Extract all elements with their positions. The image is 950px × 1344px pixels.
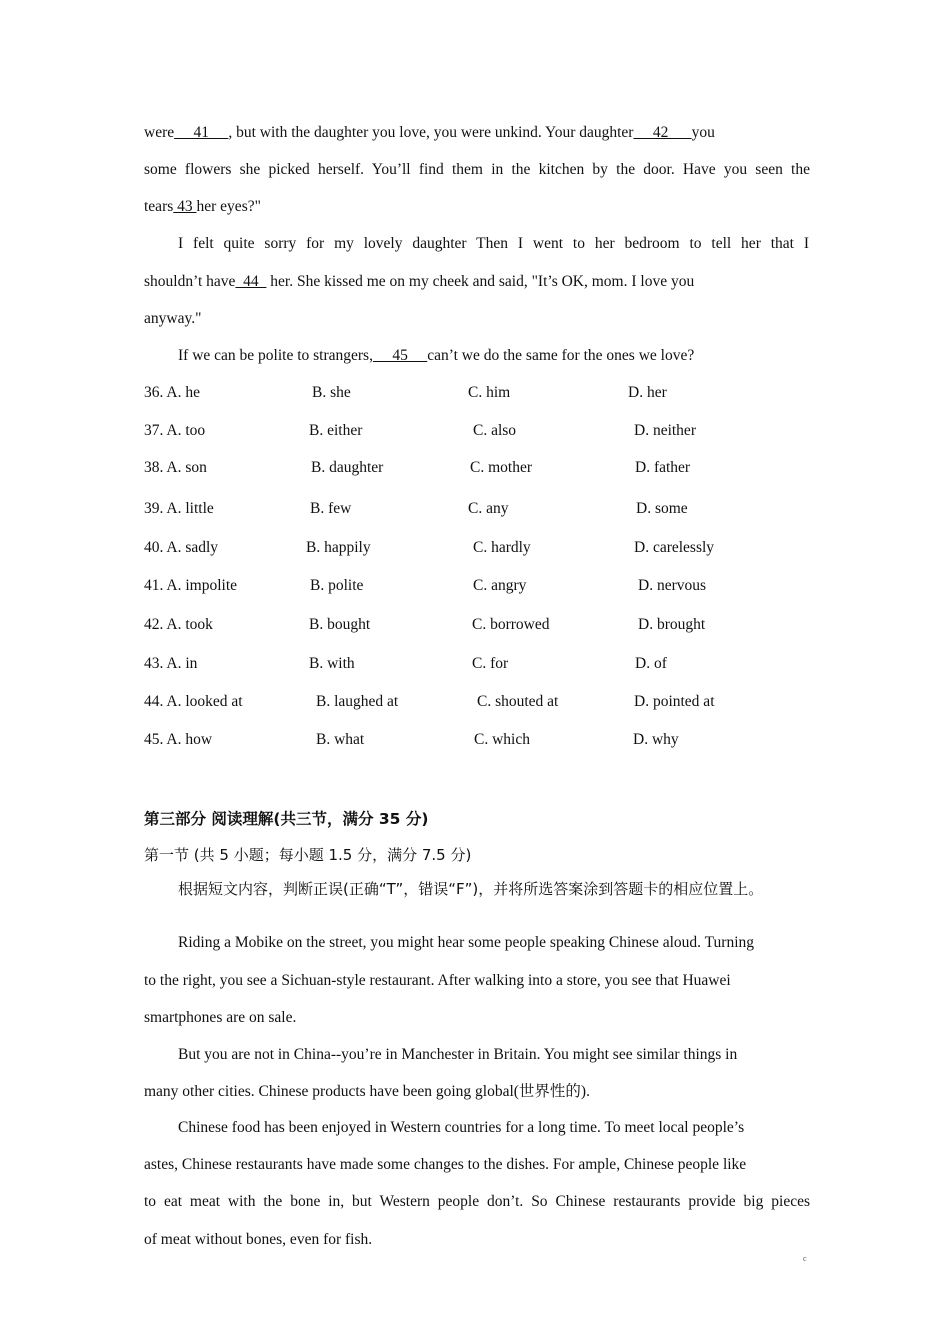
option-a: 43. A. in [144, 655, 198, 672]
blank-45: 45 [372, 347, 428, 364]
option-a: 39. A. little [144, 500, 214, 517]
option-a: 45. A. how [144, 731, 213, 748]
reading-p2-line-1: But you are not in China--you’re in Manchester in Britain. You might see similar things in [178, 1046, 738, 1063]
option-d: D. some [636, 500, 688, 517]
text: her eyes?" [196, 198, 261, 215]
text: shouldn’t have [144, 273, 236, 290]
text: If we can be polite to strangers, [178, 347, 373, 364]
passage-line-3 [144, 197, 810, 217]
option-c: C. him [468, 384, 511, 401]
blank-42: 42 [633, 124, 692, 141]
option-d: D. pointed at [634, 693, 715, 710]
option-b: B. either [309, 422, 363, 439]
blank-41: 41 [174, 124, 229, 141]
reading-p3-line-1: Chinese food has been enjoyed in Western countries for a long time. To meet local people’s [178, 1119, 745, 1136]
reading-p1-line-1: Riding a Mobike on the street, you might hear some people speaking Chinese aloud. Turning [178, 934, 755, 951]
section-heading: 第三部分 阅读理解(共三节，满分 35 分) [144, 810, 429, 828]
option-a: 41. A. impolite [144, 577, 237, 594]
option-b: B. with [309, 655, 355, 672]
option-b: B. bought [309, 616, 371, 633]
reading-p3-line-4: of meat without bones, even for fish. [144, 1231, 373, 1248]
passage-line-7 [178, 346, 844, 366]
instruction-text: 根据短文内容，判断正误(正确“T”，错误“F”)，并将所选答案涂到答题卡的相应位置上。 [178, 880, 764, 898]
option-d: D. her [628, 384, 667, 401]
text: you [691, 124, 715, 141]
passage-line-4: I felt quite sorry for my lovely daughter Then I went to her bedroom to tell her that I [178, 235, 809, 252]
option-d: D. brought [638, 616, 706, 633]
option-b: B. she [312, 384, 351, 401]
option-d: D. carelessly [634, 539, 715, 556]
option-a: 42. A. took [144, 616, 213, 633]
page-mark: c [803, 1254, 807, 1263]
reading-p2-line-2: many other cities. Chinese products have been going global(世界性的). [144, 1083, 590, 1100]
option-a: 44. A. looked at [144, 693, 243, 710]
option-d: D. neither [634, 422, 696, 439]
passage-line-2: some flowers she picked herself. You’ll find them in the kitchen by the door. Have you seen the [144, 161, 810, 178]
option-c: C. which [474, 731, 530, 748]
option-a: 38. A. son [144, 459, 207, 476]
option-b: B. daughter [311, 459, 384, 476]
option-c: C. borrowed [472, 616, 550, 633]
option-c: C. mother [470, 459, 532, 476]
reading-p1-line-2: to the right, you see a Sichuan-style restaurant. After walking into a store, you see that Huawei [144, 972, 731, 989]
option-c: C. also [473, 422, 517, 439]
option-c: C. for [472, 655, 509, 672]
option-d: D. of [635, 655, 667, 672]
option-c: C. angry [473, 577, 527, 594]
option-b: B. laughed at [316, 693, 399, 710]
option-b: B. polite [310, 577, 364, 594]
passage-line-5 [144, 272, 810, 292]
option-a: 36. A. he [144, 384, 200, 401]
passage-line-6: anyway." [144, 310, 202, 327]
option-b: B. happily [306, 539, 371, 556]
option-a: 40. A. sadly [144, 539, 219, 556]
option-d: D. father [635, 459, 691, 476]
text: her. She kissed me on my cheek and said, "It’s OK, mom. I love you [266, 273, 695, 290]
text: tears [144, 198, 174, 215]
text: , but with the daughter you love, you were unkind. Your daughter [228, 124, 634, 141]
option-c: C. shouted at [477, 693, 559, 710]
option-b: B. what [316, 731, 365, 748]
reading-p1-line-3: smartphones are on sale. [144, 1009, 297, 1026]
option-a: 37. A. too [144, 422, 206, 439]
option-d: D. why [633, 731, 679, 748]
option-b: B. few [310, 500, 352, 517]
option-c: C. hardly [473, 539, 531, 556]
text: can’t we do the same for the ones we love? [427, 347, 695, 364]
blank-44: 44 [235, 273, 267, 290]
reading-p3-line-2: astes, Chinese restaurants have made some changes to the dishes. For ample, Chinese people like [144, 1156, 747, 1173]
passage-line-1 [144, 123, 810, 143]
text: were [144, 124, 175, 141]
blank-43: 43 [173, 198, 197, 215]
option-d: D. nervous [638, 577, 707, 594]
section-subheading: 第一节 (共 5 小题；每小题 1.5 分，满分 7.5 分) [144, 846, 472, 864]
option-c: C. any [468, 500, 509, 517]
reading-p3-line-3: to eat meat with the bone in, but Western people don’t. So Chinese restaurants provide big pieces [144, 1193, 810, 1210]
